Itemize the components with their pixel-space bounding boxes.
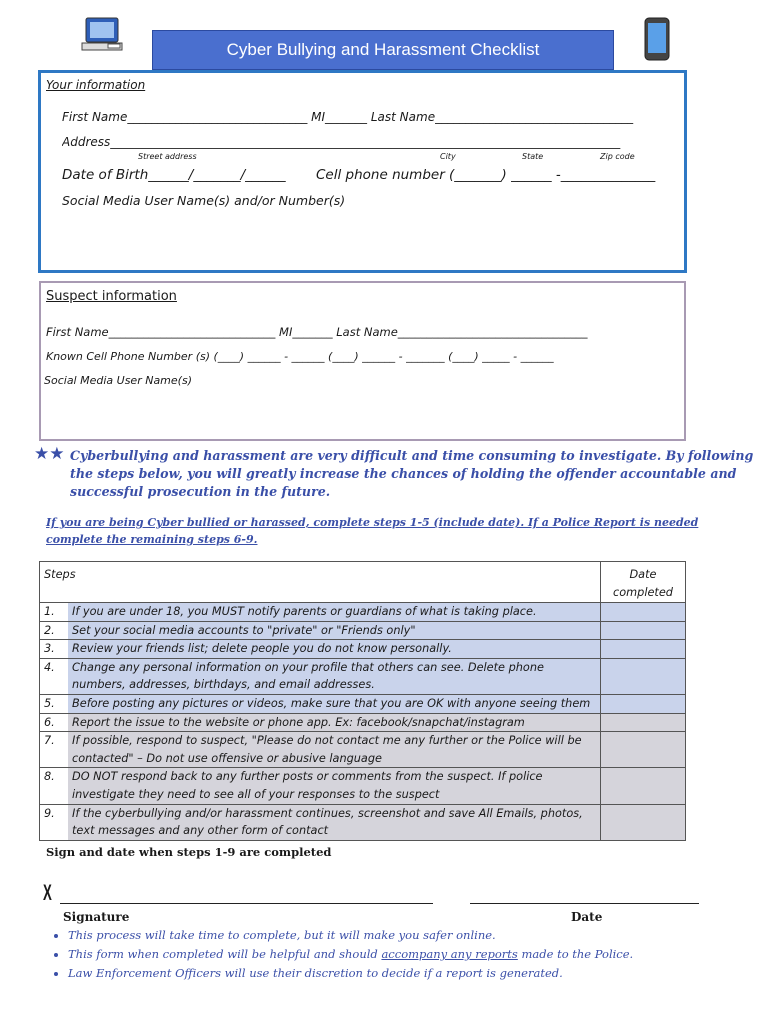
address-field[interactable]: Address_____________________________________________________________________________________ [62, 135, 621, 149]
zip-label: Zip code [600, 152, 635, 161]
street-label: Street address [138, 152, 197, 161]
table-header-row [40, 562, 686, 603]
city-label: City [440, 152, 456, 161]
star-icon: ★★ [34, 444, 65, 464]
instruction-text [46, 514, 698, 548]
first-name-field[interactable]: First Name______________________________ MI_______ Last Name_________________________________ [62, 110, 634, 124]
step-number: 4. [40, 658, 69, 694]
step-number: 7. [40, 732, 69, 768]
table-row [40, 804, 686, 840]
intro-line-2: the steps below, you will greatly increase the chances of holding the offender accountable and [70, 466, 737, 481]
social-media-field[interactable]: Social Media User Name(s) and/or Number(s) [62, 193, 346, 208]
cell-phone-icon [642, 16, 672, 62]
suspect-cell-field[interactable]: Known Cell Phone Number (s) (____) ______ - ______ (____) ______ - _______ (____) _____ - ______ [46, 350, 554, 363]
steps-table [39, 561, 686, 841]
instruction-line-2: complete the remaining steps 6-9. [46, 533, 258, 546]
step-number: 8. [40, 768, 69, 804]
computer-icon [78, 14, 126, 54]
step-date-cell[interactable] [601, 621, 686, 640]
step-text: If possible, respond to suspect, "Please do not contact me any further or the Police will be contacted" – Do not use offensive or abusive language [68, 732, 601, 768]
step-text: Review your friends list; delete people you do not know personally. [68, 640, 601, 659]
note-item: • This process will take time to complete, but it will make you safer online. [68, 926, 633, 945]
date-line[interactable] [470, 902, 699, 904]
step-number: 3. [40, 640, 69, 659]
step-date-cell[interactable] [601, 658, 686, 694]
step-number: 6. [40, 713, 69, 732]
step-date-cell[interactable] [601, 713, 686, 732]
date-label: Date [571, 910, 603, 924]
step-number: 1. [40, 603, 69, 622]
intro-line-3: successful prosecution in the future. [70, 484, 331, 499]
signature-line[interactable] [60, 902, 433, 904]
table-row [40, 694, 686, 713]
step-text: Change any personal information on your profile that others can see. Delete phone numbers, addresses, birthdays, and email addresses. [68, 658, 601, 694]
note-underlined: accompany any reports [381, 947, 518, 961]
x-mark: X [43, 880, 52, 905]
state-label: State [522, 152, 544, 161]
sign-heading: Sign and date when steps 1-9 are completed [46, 845, 332, 859]
instruction-line-1: If you are being Cyber bullied or harassed, complete steps 1-5 (include date). If a Police Report is needed [46, 516, 699, 529]
step-text: Report the issue to the website or phone app. Ex: facebook/snapchat/instagram [68, 713, 601, 732]
suspect-first-name-field[interactable]: First Name_____________________________ MI_______ Last Name_________________________________ [46, 325, 588, 339]
note-item: • Law Enforcement Officers will use their discretion to decide if a report is generated. [68, 964, 633, 983]
suspect-social-media-field[interactable]: Social Media User Name(s) [44, 374, 192, 387]
step-text: If the cyberbullying and/or harassment continues, screenshot and save All Emails, photos, text messages and any other form of contact [68, 804, 601, 840]
step-number: 5. [40, 694, 69, 713]
table-row [40, 732, 686, 768]
step-text: DO NOT respond back to any further posts or comments from the suspect. If police investigate they need to see all of your responses to the suspect [68, 768, 601, 804]
table-row [40, 768, 686, 804]
table-row [40, 621, 686, 640]
step-date-cell[interactable] [601, 804, 686, 840]
step-date-cell[interactable] [601, 640, 686, 659]
step-text: If you are under 18, you MUST notify parents or guardians of what is taking place. [68, 603, 601, 622]
date-header: Date completed [601, 562, 686, 603]
notes-list [40, 926, 633, 983]
table-row [40, 640, 686, 659]
step-number: 9. [40, 804, 69, 840]
suspect-info-heading: Suspect information [46, 289, 177, 304]
step-date-cell[interactable] [601, 694, 686, 713]
steps-header: Steps [40, 562, 601, 603]
intro-line-1: Cyberbullying and harassment are very difficult and time consuming to investigate. By following [70, 448, 754, 463]
date-of-birth-field[interactable]: Date of Birth______/_______/______ [62, 167, 286, 183]
intro-text [70, 447, 753, 501]
step-text: Set your social media accounts to "private" or "Friends only" [68, 621, 601, 640]
note-part: made to the Police. [517, 947, 634, 961]
step-date-cell[interactable] [601, 768, 686, 804]
note-item [68, 945, 633, 964]
signature-label: Signature [63, 910, 130, 924]
your-info-heading: Your information [46, 78, 146, 92]
step-date-cell[interactable] [601, 732, 686, 768]
table-row [40, 713, 686, 732]
step-date-cell[interactable] [601, 603, 686, 622]
step-text: Before posting any pictures or videos, make sure that you are OK with anyone seeing them [68, 694, 601, 713]
table-row [40, 603, 686, 622]
cell-phone-field[interactable]: Cell phone number (_______) ______ -______________ [316, 167, 656, 183]
step-number: 2. [40, 621, 69, 640]
note-part: This form when completed will be helpful and should [68, 947, 382, 961]
table-row [40, 658, 686, 694]
page-title: Cyber Bullying and Harassment Checklist [152, 30, 614, 70]
